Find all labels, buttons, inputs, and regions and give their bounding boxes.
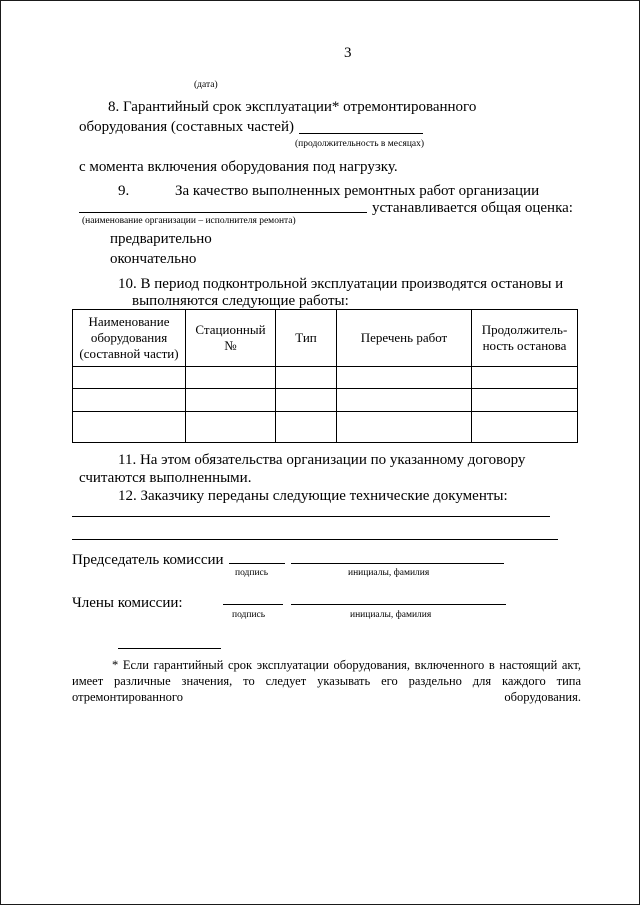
table-cell[interactable] — [472, 367, 578, 389]
col-works-list: Перечень работ — [337, 310, 472, 367]
item9-tail: устанавливается общая оценка: — [372, 200, 573, 216]
table-cell[interactable] — [186, 412, 276, 443]
table-cell[interactable] — [276, 389, 337, 412]
date-caption: (дата) — [194, 80, 218, 90]
col-station-number: Стационный № — [186, 310, 276, 367]
page-number: 3 — [344, 45, 352, 61]
item9-option-preliminary: предварительно — [110, 231, 212, 247]
organization-name-field[interactable] — [79, 212, 367, 213]
table-cell[interactable] — [276, 412, 337, 443]
member-name-caption: инициалы, фамилия — [350, 610, 432, 620]
table-cell[interactable] — [337, 412, 472, 443]
table-row — [73, 367, 578, 389]
item8-line2: оборудования (составных частей) — [79, 119, 294, 135]
table-row — [73, 412, 578, 443]
stoppage-works-table — [72, 309, 578, 443]
table-cell[interactable] — [337, 367, 472, 389]
table-cell[interactable] — [186, 367, 276, 389]
member-name-field[interactable] — [291, 604, 506, 605]
col-stoppage-duration: Продолжитель-ность останова — [472, 310, 578, 367]
chairman-name-field[interactable] — [291, 563, 504, 564]
col-equipment-name: Наименование оборудования (составной части) — [73, 310, 186, 367]
chairman-label: Председатель комиссии — [72, 552, 224, 568]
item12-line1: 12. Заказчику переданы следующие технические документы: — [118, 488, 508, 504]
table-cell[interactable] — [472, 389, 578, 412]
member-sign-caption: подпись — [232, 610, 266, 620]
documents-field-line-2[interactable] — [72, 539, 558, 540]
table-cell[interactable] — [337, 389, 472, 412]
item9-caption: (наименование организации – исполнителя ремонта) — [82, 216, 296, 226]
item10-line2: выполняются следующие работы: — [132, 293, 349, 309]
table-cell[interactable] — [276, 367, 337, 389]
item11-line2: считаются выполненными. — [79, 470, 252, 486]
table-cell[interactable] — [73, 412, 186, 443]
footnote-separator — [118, 648, 221, 649]
member-signature-field[interactable] — [223, 604, 283, 605]
chairman-signature-field[interactable] — [229, 563, 285, 564]
item11-line1: 11. На этом обязательства организации по указанному договору — [118, 452, 526, 468]
item8-line3: с момента включения оборудования под нагрузку. — [79, 159, 398, 175]
chairman-sign-caption: подпись — [235, 568, 269, 578]
chairman-name-caption: инициалы, фамилия — [348, 568, 430, 578]
table-header-row — [73, 310, 578, 367]
table-cell[interactable] — [73, 367, 186, 389]
item9-option-final: окончательно — [110, 251, 197, 267]
item8-caption: (продолжительность в месяцах) — [295, 139, 425, 149]
item9-number: 9. — [118, 183, 130, 199]
table-cell[interactable] — [73, 389, 186, 412]
table-cell[interactable] — [472, 412, 578, 443]
members-label: Члены комиссии: — [72, 595, 183, 611]
warranty-period-field[interactable] — [299, 133, 423, 134]
table-row — [73, 389, 578, 412]
item9-text: За качество выполненных ремонтных работ организации — [175, 183, 540, 199]
footnote-text: * Если гарантийный срок эксплуатации оборудования, включенного в настоящий акт, имеет различные значения, то следует указывать его раздельно для каждого типа отремонтированного оборудования. — [72, 658, 581, 704]
col-type: Тип — [276, 310, 337, 367]
documents-field-line-1[interactable] — [72, 516, 550, 517]
table-cell[interactable] — [186, 389, 276, 412]
item10-line1: 10. В период подконтрольной эксплуатации производятся остановы и — [118, 276, 564, 292]
item8-line1: 8. Гарантийный срок эксплуатации* отремонтированного — [108, 99, 477, 115]
